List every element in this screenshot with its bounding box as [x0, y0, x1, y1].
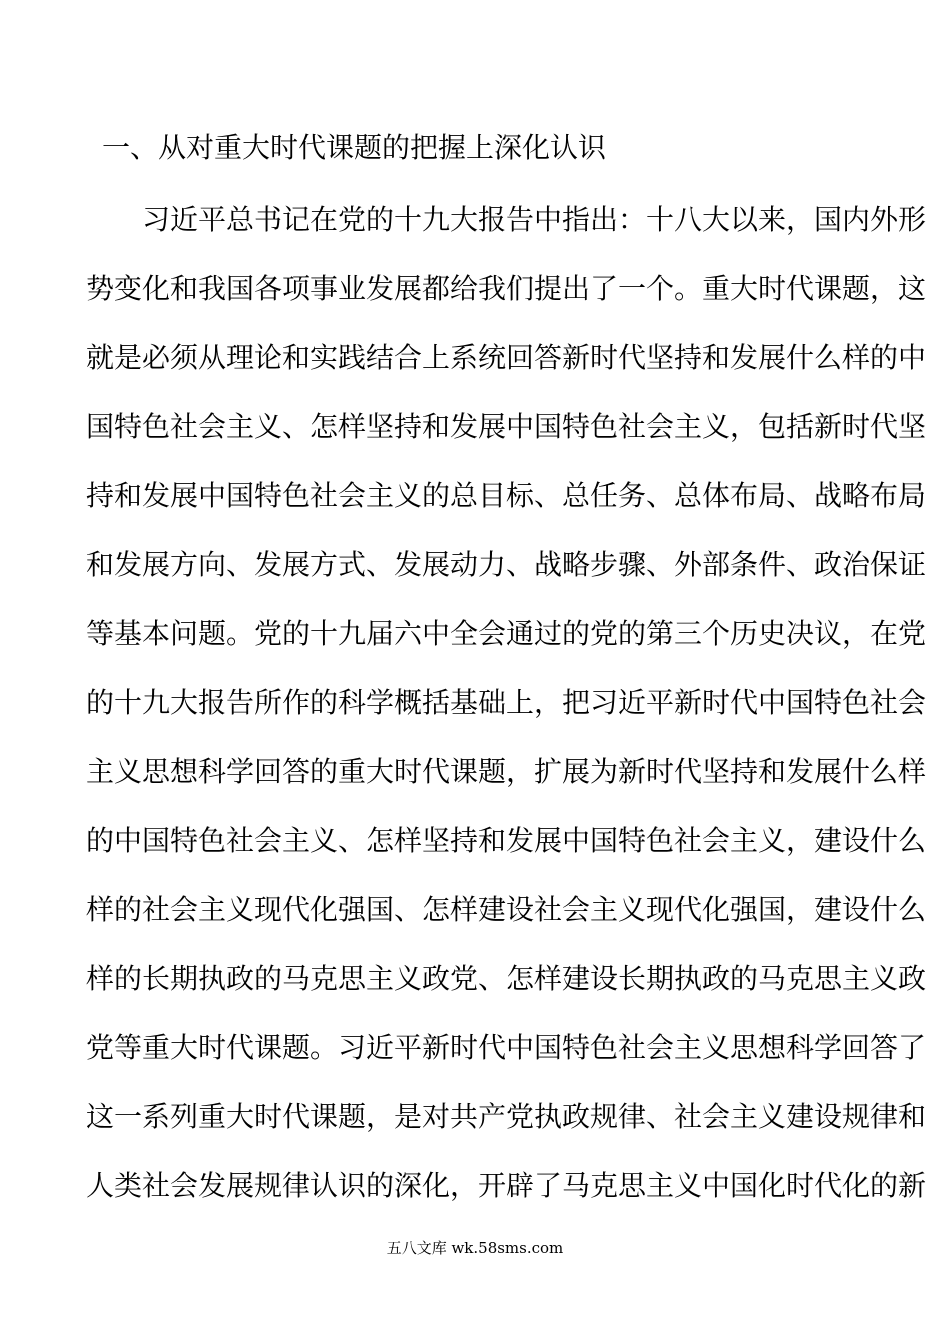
paragraph-line: 习近平总书记在党的十九大报告中指出：十八大以来，国内外形: [142, 203, 927, 236]
paragraph-line: 人类社会发展规律认识的深化，开辟了马克思主义中国化时代化的新: [86, 1169, 927, 1202]
paragraph-line: 样的长期执政的马克思主义政党、怎样建设长期执政的马克思主义政: [86, 962, 927, 995]
paragraph-line: 这一系列重大时代课题，是对共产党执政规律、社会主义建设规律和: [86, 1100, 927, 1133]
paragraph-line: 样的社会主义现代化强国、怎样建设社会主义现代化强国，建设什么: [86, 893, 927, 926]
paragraph-line: 就是必须从理论和实践结合上系统回答新时代坚持和发展什么样的中: [86, 341, 927, 374]
footer-watermark: 五八文库 wk.58sms.com: [386, 1239, 564, 1257]
paragraph-line: 的中国特色社会主义、怎样坚持和发展中国特色社会主义，建设什么: [86, 824, 927, 857]
body-paragraph: [86, 190, 927, 1225]
paragraph-line: 主义思想科学回答的重大时代课题，扩展为新时代坚持和发展什么样: [86, 755, 927, 788]
paragraph-line: 持和发展中国特色社会主义的总目标、总任务、总体布局、战略布局: [86, 479, 927, 512]
paragraph-line: 等基本问题。党的十九届六中全会通过的党的第三个历史决议，在党: [86, 617, 927, 650]
paragraph-line: 和发展方向、发展方式、发展动力、战略步骤、外部条件、政治保证: [86, 548, 927, 581]
paragraph-line: 的十九大报告所作的科学概括基础上，把习近平新时代中国特色社会: [86, 686, 927, 719]
paragraph-line: 党等重大时代课题。习近平新时代中国特色社会主义思想科学回答了: [86, 1031, 927, 1064]
paragraph-line: 势变化和我国各项事业发展都给我们提出了一个。重大时代课题，这: [86, 272, 927, 305]
section-heading: 一、从对重大时代课题的把握上深化认识: [102, 131, 607, 164]
paragraph-line: 国特色社会主义、怎样坚持和发展中国特色社会主义，包括新时代坚: [86, 410, 927, 443]
